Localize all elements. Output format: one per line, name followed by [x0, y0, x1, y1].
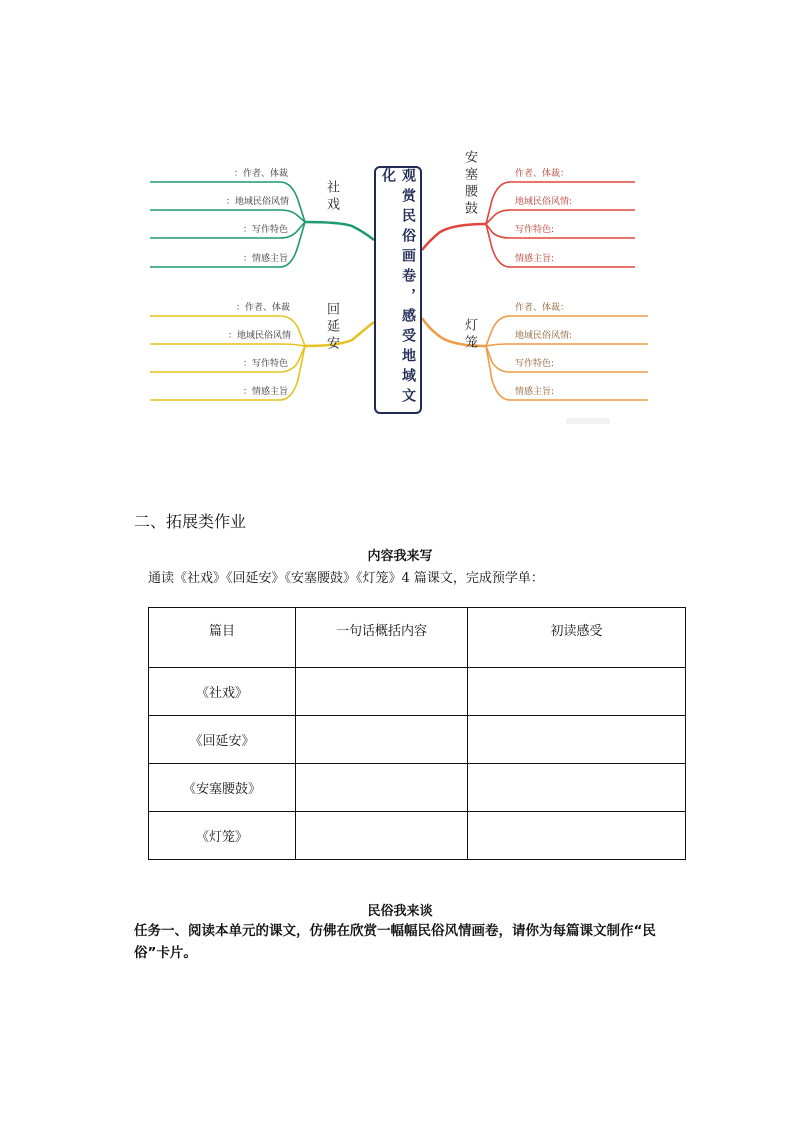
- table-header-impression: 初读感受: [468, 608, 686, 668]
- table-cell-summary[interactable]: [296, 716, 468, 764]
- branch-title-ansai: 安塞腰鼓: [462, 150, 477, 218]
- table-header-row: [149, 608, 686, 668]
- branch-title-huiyanan: 回延安: [324, 302, 339, 353]
- table-cell-summary[interactable]: [296, 764, 468, 812]
- task-one-text: 任务一、阅读本单元的课文，仿佛在欣赏一幅幅民俗风情画卷，请你为每篇课文制作“民俗”卡片。: [134, 923, 656, 961]
- table-cell-summary[interactable]: [296, 812, 468, 860]
- table-row: [149, 764, 686, 812]
- leaf-ansai-1: 作者、体裁：: [515, 169, 570, 179]
- section-heading: 二、拓展类作业: [134, 512, 247, 531]
- leaf-huiyanan-1: ：作者、体裁: [236, 303, 291, 313]
- leaf-ansai-4: 情感主旨:: [515, 254, 555, 264]
- table-cell-impression[interactable]: [468, 812, 686, 860]
- leaf-huiyanan-2: ：地域民俗风情: [228, 331, 292, 341]
- table-cell-summary[interactable]: [296, 668, 468, 716]
- table-cell-impression[interactable]: [468, 716, 686, 764]
- table-cell-impression[interactable]: [468, 668, 686, 716]
- leaf-ansai-3: 写作特色:: [515, 225, 555, 235]
- table-cell-title: 《社戏》: [149, 668, 296, 716]
- table-cell-title: 《安塞腰鼓》: [149, 764, 296, 812]
- leaf-shexi-1: ：作者、体裁: [234, 169, 289, 179]
- leaf-denglong-1: 作者、体裁：: [515, 303, 570, 313]
- leaf-denglong-2: 地域民俗风情:: [515, 331, 573, 341]
- leaf-shexi-2: ：地域民俗风情: [226, 197, 290, 207]
- table-cell-title: 《回延安》: [149, 716, 296, 764]
- table-header-summary: 一句话概括内容: [296, 608, 468, 668]
- leaf-huiyanan-3: ：写作特色: [243, 359, 289, 369]
- table-row: [149, 716, 686, 764]
- preview-table: [148, 607, 686, 860]
- decorative-tab: [566, 418, 610, 424]
- intro-text: 通读《社戏》《回延安》《安塞腰鼓》《灯笼》4 篇课文，完成预学单：: [148, 571, 544, 586]
- mindmap-center-text: 观赏民俗画卷，感受地域文化: [380, 168, 416, 408]
- folk-title: 民俗我来谈: [367, 904, 433, 919]
- leaf-shexi-3: ：写作特色: [243, 225, 289, 235]
- leaf-huiyanan-4: ：情感主旨: [243, 387, 289, 397]
- leaf-ansai-2: 地域民俗风情:: [515, 197, 573, 207]
- branch-title-denglong: 灯笼: [462, 318, 477, 352]
- table-row: [149, 812, 686, 860]
- mindmap: [0, 0, 800, 440]
- content-title: 内容我来写: [367, 549, 433, 564]
- branch-title-shexi: 社戏: [324, 180, 339, 214]
- table-header-title: 篇目: [149, 608, 296, 668]
- table-cell-title: 《灯笼》: [149, 812, 296, 860]
- table-cell-impression[interactable]: [468, 764, 686, 812]
- leaf-denglong-4: 情感主旨:: [515, 387, 555, 397]
- leaf-shexi-4: ：情感主旨: [243, 254, 289, 264]
- leaf-denglong-3: 写作特色:: [515, 359, 555, 369]
- mindmap-center-node: [374, 166, 422, 414]
- table-row: [149, 668, 686, 716]
